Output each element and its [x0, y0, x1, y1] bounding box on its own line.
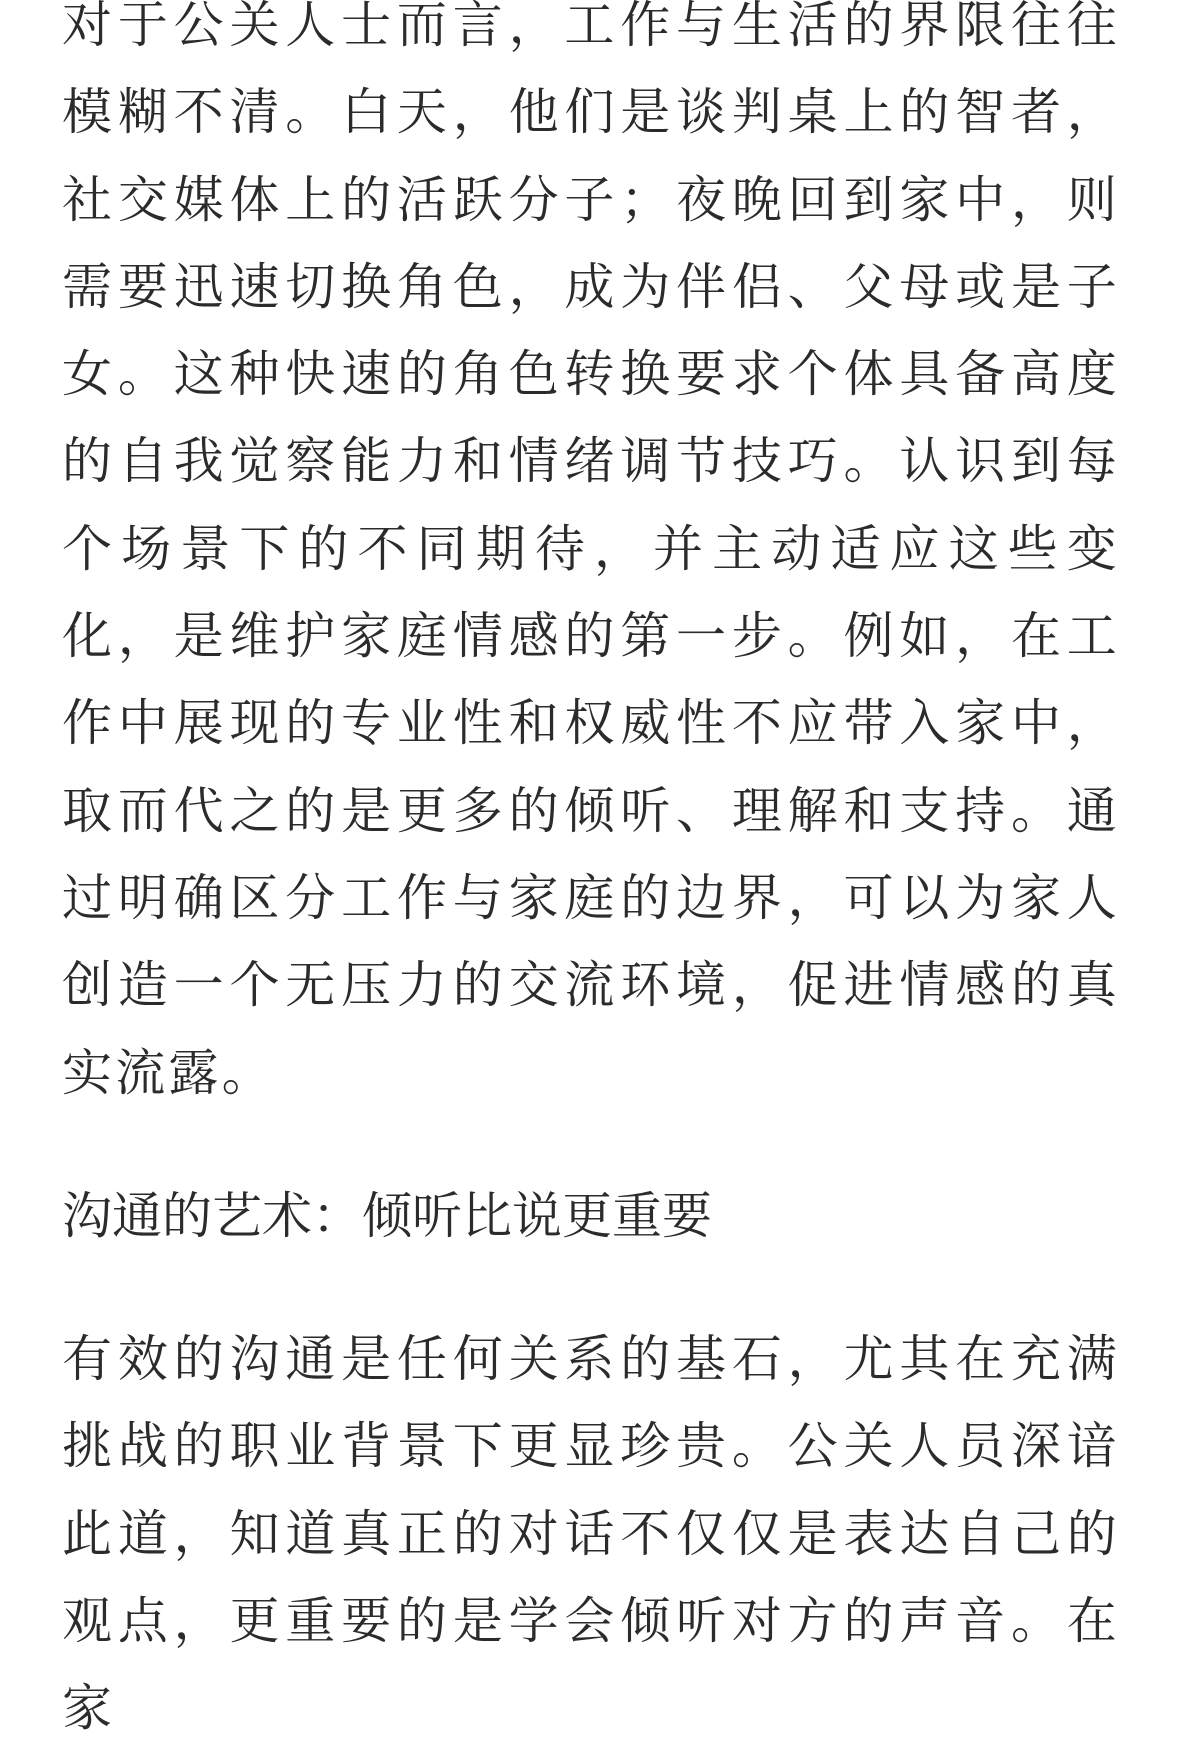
section-spacer [62, 1260, 1120, 1316]
article-body [62, 0, 1120, 1753]
paragraph-communication: 有效的沟通是任何关系的基石，尤其在充满挑战的职业背景下更显珍贵。公关人员深谙此道，知道真正的对话不仅仅是表达自己的观点，更重要的是学会倾听对方的声音。在家 [62, 1330, 1120, 1738]
section-heading: 沟通的艺术：倾听比说更重要 [62, 1186, 712, 1245]
section-spacer [62, 1117, 1120, 1173]
paragraph-role-switching: 对于公关人士而言，工作与生活的界限往往模糊不清。白天，他们是谈判桌上的智者，社交媒体上的活跃分子；夜晚回到家中，则需要迅速切换角色，成为伴侣、父母或是子女。这种快速的角色转换要求个体具备高度的自我觉察能力和情绪调节技巧。认识到每个场景下的不同期待，并主动适应这些变化，是维护家庭情感的第一步。例如，在工作中展现的专业性和权威性不应带入家中，取而代之的是更多的倾听、理解和支持。通过明确区分工作与家庭的边界，可以为家人创造一个无压力的交流环境，促进情感的真实流露。 [62, 0, 1120, 1102]
